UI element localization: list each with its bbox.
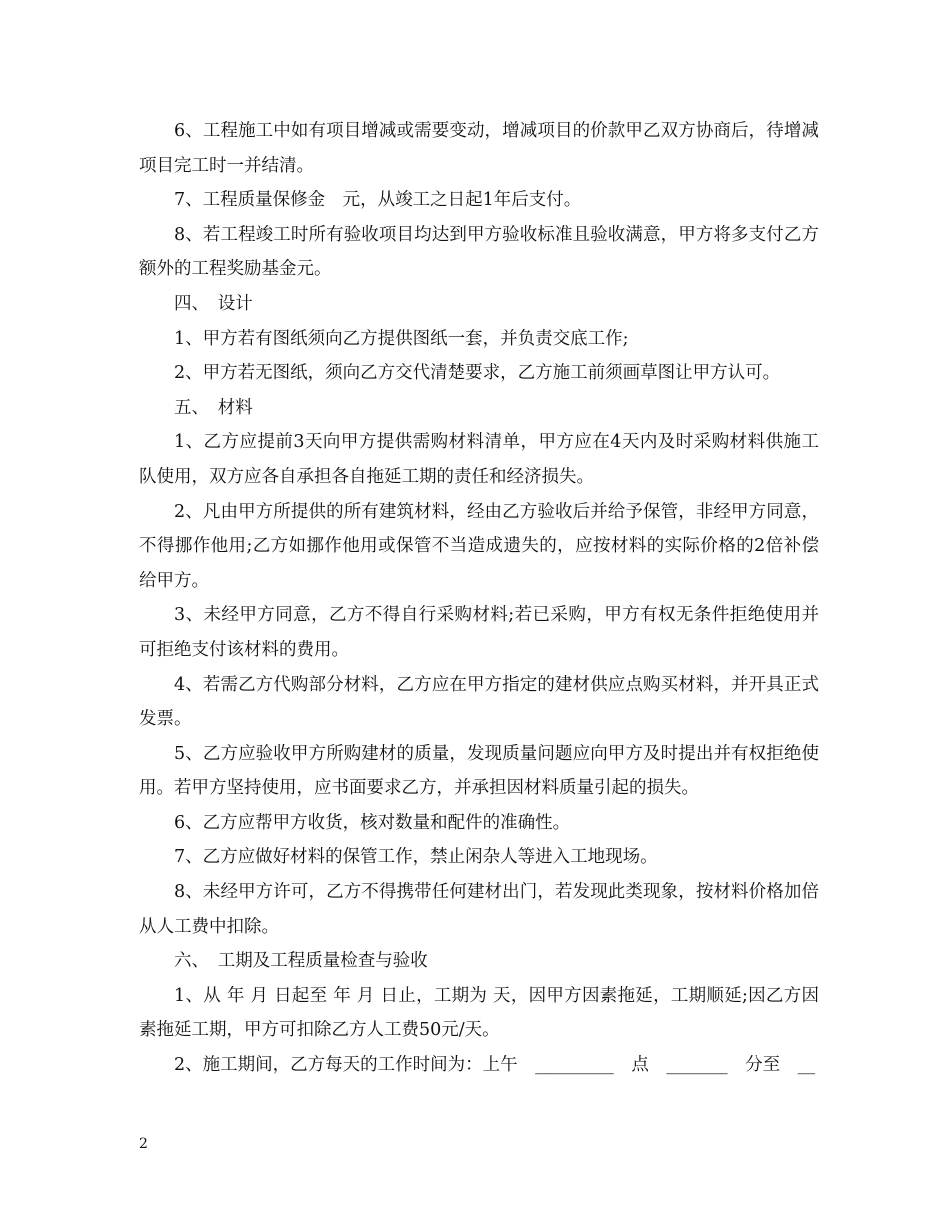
document-body bbox=[139, 114, 819, 1083]
schedule-clause-2: 2、施工期间，乙方每天的工作时间为：上午 _________ 点 _______ 分至 __ bbox=[174, 1055, 816, 1076]
clause-8-bonus: 8、若工程竣工时所有验收项目均达到甲方验收标准且验收满意，甲方将多支付乙方额外的工程奖励基金元。 bbox=[139, 224, 819, 280]
schedule-clause-1: 1、从 年 月 日起至 年 月 日止，工期为 天，因甲方因素拖延，工期顺延;因乙方因素拖延工期，甲方可扣除乙方人工费50元/天。 bbox=[139, 985, 819, 1041]
materials-clause-4: 4、若需乙方代购部分材料，乙方应在甲方指定的建材供应点购买材料，并开具正式发票。 bbox=[139, 674, 819, 730]
clause-7-warranty: 7、工程质量保修金 元，从竣工之日起1年后支付。 bbox=[174, 190, 582, 211]
materials-clause-6: 6、乙方应帮甲方收货，核对数量和配件的准确性。 bbox=[174, 812, 571, 833]
design-clause-1: 1、甲方若有图纸须向乙方提供图纸一套，并负责交底工作; bbox=[174, 328, 629, 349]
page-number: 2 bbox=[139, 1136, 148, 1152]
design-clause-2: 2、甲方若无图纸，须向乙方交代清楚要求，乙方施工前须画草图让甲方认可。 bbox=[174, 363, 781, 384]
materials-clause-5: 5、乙方应验收甲方所购建材的质量，发现质量问题应向甲方及时提出并有权拒绝使用。若甲方坚持使用，应书面要求乙方，并承担因材料质量引起的损失。 bbox=[139, 743, 819, 799]
section-heading-schedule: 六、 工期及工程质量检查与验收 bbox=[174, 951, 428, 972]
materials-clause-2: 2、凡由甲方所提供的所有建筑材料，经由乙方验收后并给予保管，非经甲方同意，不得挪作他用;乙方如挪作他用或保管不当造成遗失的，应按材料的实际价格的2倍补偿给甲方。 bbox=[139, 501, 819, 591]
materials-clause-7: 7、乙方应做好材料的保管工作，禁止闲杂人等进入工地现场。 bbox=[174, 847, 658, 868]
materials-clause-8: 8、未经甲方许可，乙方不得携带任何建材出门，若发现此类现象，按材料价格加倍从人工费中扣除。 bbox=[139, 882, 819, 937]
section-heading-design: 四、 设计 bbox=[174, 293, 253, 314]
materials-clause-3: 3、未经甲方同意，乙方不得自行采购材料;若已采购，甲方有权无条件拒绝使用并可拒绝支付该材料的费用。 bbox=[139, 605, 819, 660]
clause-6-change: 6、工程施工中如有项目增减或需要变动，增减项目的价款甲乙双方协商后，待增减项目完工时一并结清。 bbox=[139, 121, 819, 176]
section-heading-materials: 五、 材料 bbox=[174, 397, 253, 418]
materials-clause-1: 1、乙方应提前3天向甲方提供需购材料清单，甲方应在4天内及时采购材料供施工队使用，双方应各自承担各自拖延工期的责任和经济损失。 bbox=[139, 432, 819, 487]
